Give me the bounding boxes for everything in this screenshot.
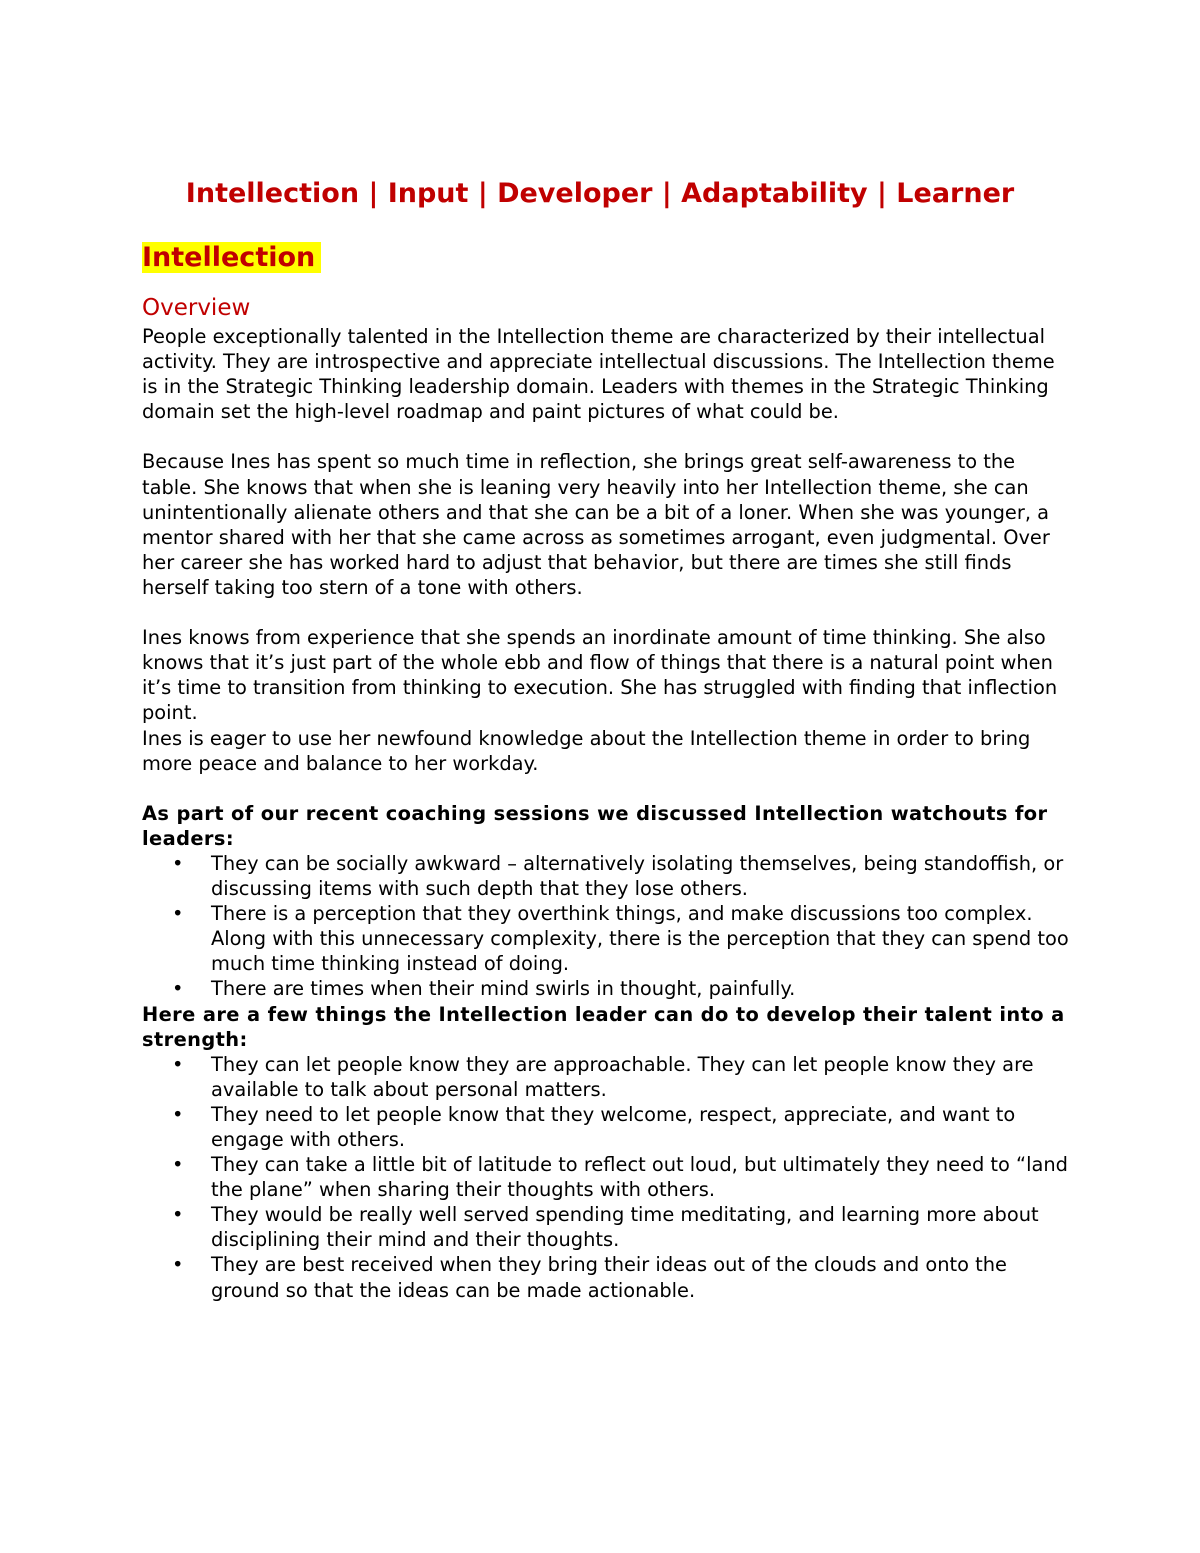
- document-body: [142, 324, 1072, 1303]
- bullet-icon: •: [172, 902, 184, 926]
- overview-paragraph: People exceptionally talented in the Intellection theme are characterized by their intellectual activity. They are introspective and appreciate intellectual discussions. The Intellection theme is in the Strategic Thinking leadership domain. Leaders with themes in the Strategic Thinking domain set the high-level roadmap and paint pictures of what could be.: [142, 325, 1055, 424]
- document-title: Intellection | Input | Developer | Adaptability | Learner: [185, 178, 1015, 209]
- list-item-text: They are best received when they bring their ideas out of the clouds and onto the ground so that the ideas can be made actionable.: [211, 1253, 1007, 1302]
- list-item-text: They need to let people know that they welcome, respect, appreciate, and want to engage with others.: [211, 1102, 1016, 1151]
- document-page: [142, 0, 1072, 1553]
- list-item: [142, 1152, 1072, 1202]
- bullet-icon: •: [172, 851, 184, 875]
- list-item: [142, 1052, 1072, 1102]
- section-heading: [142, 238, 321, 278]
- section-heading-text: Intellection: [142, 242, 321, 273]
- list-item: [142, 1252, 1072, 1302]
- bullet-icon: •: [172, 977, 184, 1001]
- list-item: [142, 901, 1072, 976]
- list-item: [142, 976, 1072, 1001]
- watchouts-list: [142, 851, 1072, 1002]
- list-item-text: There are times when their mind swirls in thought, painfully.: [211, 977, 796, 1001]
- overview-heading: Overview: [142, 295, 251, 321]
- list-item-text: They would be really well served spending time meditating, and learning more about disciplining their mind and their thoughts.: [211, 1203, 1039, 1252]
- bullet-icon: •: [172, 1052, 184, 1076]
- list-item: [142, 1202, 1072, 1252]
- list-item: [142, 1102, 1072, 1152]
- list-item-text: They can let people know they are approachable. They can let people know they are available to talk about personal matters.: [211, 1052, 1034, 1101]
- bullet-icon: •: [172, 1253, 184, 1277]
- eager-paragraph: Ines is eager to use her newfound knowledge about the Intellection theme in order to bring more peace and balance to her workday.: [142, 726, 1031, 775]
- reflection-paragraph: Because Ines has spent so much time in reflection, she brings great self-awareness to the table. She knows that when she is leaning very heavily into her Intellection theme, she can unintentionally alienate others and that she can be a bit of a loner. When she was younger, a mentor shared with her that she came across as sometimes arrogant, even judgmental. Over her career she has worked hard to adjust that behavior, but there are times she still finds herself taking too stern of a tone with others.: [142, 450, 1050, 599]
- bullet-icon: •: [172, 1203, 184, 1227]
- thinking-paragraph: Ines knows from experience that she spends an inordinate amount of time thinking. She also knows that it’s just part of the whole ebb and flow of things that there is a natural point when it’s time to transition from thinking to execution. She has struggled with finding that inflection point.: [142, 626, 1058, 725]
- bullet-icon: •: [172, 1102, 184, 1126]
- list-item: [142, 851, 1072, 901]
- list-item-text: There is a perception that they overthink things, and make discussions too complex. Along with this unnecessary complexity, there is the perception that they can spend too much time thinking instead of doing.: [211, 902, 1069, 976]
- bullet-icon: •: [172, 1153, 184, 1177]
- develop-list: [142, 1052, 1072, 1303]
- develop-lead: Here are a few things the Intellection leader can do to develop their talent into a strength:: [142, 1002, 1065, 1051]
- list-item-text: They can take a little bit of latitude to reflect out loud, but ultimately they need to “land the plane” when sharing their thoughts with others.: [211, 1153, 1068, 1202]
- list-item-text: They can be socially awkward – alternatively isolating themselves, being standoffish, or discussing items with such depth that they lose others.: [211, 851, 1064, 901]
- watchouts-lead: As part of our recent coaching sessions we discussed Intellection watchouts for leaders:: [142, 801, 1048, 850]
